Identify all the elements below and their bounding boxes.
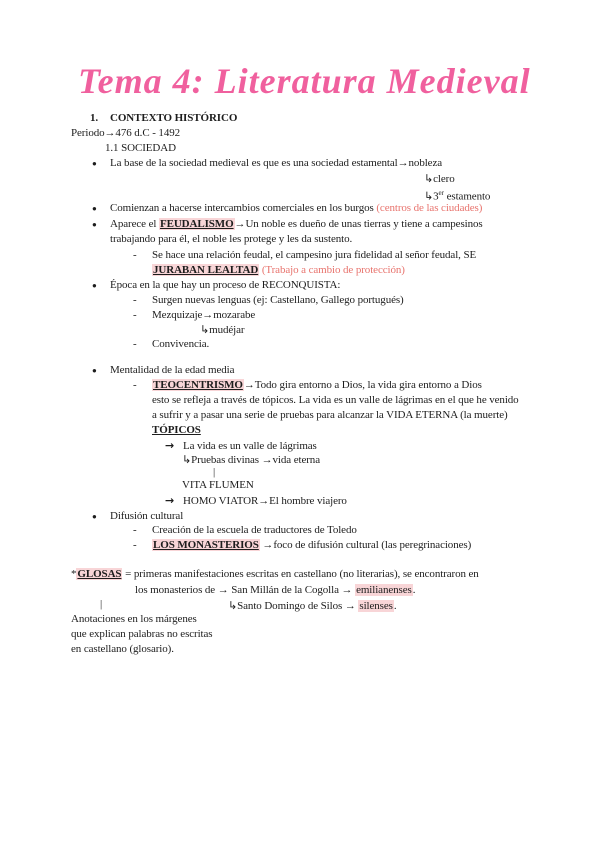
- item-text: = primeras manifestaciones escritas en castellano (no literarias), se encontraron en: [122, 568, 479, 580]
- return-arrow-icon: ↳: [424, 172, 434, 185]
- item-text: Se hace una relación feudal, el campesino jura fidelidad al señor feudal, SE: [152, 249, 477, 261]
- arrow-item-homo-viator: [165, 494, 347, 508]
- keyword-highlight-glosas: GLOSAS: [77, 568, 122, 580]
- bullet-icon: ●: [92, 281, 97, 290]
- annotation-line-3: en castellano (glosario).: [71, 643, 174, 655]
- dash-icon: -: [133, 249, 137, 261]
- return-arrow-icon: ↳: [228, 599, 238, 612]
- branch-mudejar: [200, 323, 244, 337]
- dash-icon: -: [133, 539, 137, 551]
- bullet-icon: ●: [92, 512, 97, 521]
- item-text: Difusión cultural: [110, 510, 184, 522]
- vertical-connector: |: [213, 466, 216, 478]
- return-arrow-icon: ↳: [182, 453, 192, 466]
- item-text: los monasterios de → San Millán de la Cogolla →: [135, 584, 356, 596]
- section-title: CONTEXTO HISTÓRICO: [110, 112, 238, 124]
- period: .: [412, 584, 416, 596]
- arrow-item-valle: [165, 439, 317, 453]
- dash-item-toledo: [133, 524, 357, 537]
- keyword-highlight-teocentrismo: TEOCENTRISMO: [153, 379, 243, 391]
- keyword-highlight-feudalismo: FEUDALISMO: [159, 218, 234, 230]
- dash-item-teocentrismo-l3: a sufrir y a pasar una serie de pruebas para alcanzar la VIDA ETERNA (la muerte): [152, 409, 508, 421]
- dash-item-mezquizaje: [133, 309, 255, 322]
- branch-text-sup: er: [438, 189, 444, 197]
- star-marker: *: [71, 568, 77, 580]
- subsection-heading: 1.1 SOCIEDAD: [105, 142, 176, 154]
- dash-item-convivencia: [133, 338, 209, 351]
- periodo-line: Periodo→476 d.C - 1492: [71, 127, 181, 139]
- branch-clero: [424, 172, 455, 186]
- dash-icon: -: [133, 338, 137, 350]
- bullet-item-feudalismo-cont: trabajando para él, el noble les protege y les da sustento.: [110, 233, 353, 245]
- branch-text: Pruebas divinas →vida eterna: [191, 454, 320, 466]
- vertical-connector: |: [100, 598, 103, 610]
- bullet-item-mentalidad: [92, 364, 234, 377]
- arrow-icon: →: [165, 439, 175, 452]
- dash-icon: -: [133, 309, 137, 321]
- annotation-line-2: que explican palabras no escritas: [71, 628, 213, 640]
- dash-item-monasterios: [133, 539, 471, 552]
- highlight-emilianenses: emilianenses: [356, 584, 412, 596]
- section-heading: [90, 112, 237, 125]
- item-text: Creación de la escuela de traductores de Toledo: [152, 524, 357, 536]
- return-arrow-icon: ↳: [424, 189, 434, 203]
- note-text: (Trabajo a cambio de protección): [259, 264, 405, 276]
- item-text: Aparece el: [110, 218, 159, 230]
- item-text: →Un noble es dueño de unas tierras y tiene a campesinos: [234, 218, 483, 230]
- branch-text-rest: estamento: [443, 190, 491, 203]
- item-text: →Todo gira entorno a Dios, la vida gira entorno a Dios: [243, 379, 482, 391]
- dash-icon: -: [133, 379, 137, 391]
- bullet-icon: ●: [92, 220, 97, 229]
- bullet-icon: ●: [92, 366, 97, 375]
- page-title: Tema 4: Literatura Medieval: [78, 61, 531, 101]
- topicos-heading: TÓPICOS: [152, 424, 201, 436]
- item-text: Santo Domingo de Silos →: [237, 600, 359, 612]
- branch-text: mudéjar: [209, 324, 245, 336]
- branch-pruebas: [182, 453, 320, 467]
- dash-item-teocentrismo: [133, 379, 482, 392]
- dash-item-lenguas: [133, 294, 404, 307]
- dash-item-juraban: [152, 264, 405, 277]
- dash-icon: -: [133, 294, 137, 306]
- dash-item-relacion: [133, 249, 476, 262]
- keyword-highlight-juraban: JURABAN LEALTAD: [153, 264, 259, 276]
- arrow-icon: →: [165, 494, 175, 507]
- item-text: La base de la sociedad medieval es que es una sociedad estamental→nobleza: [110, 157, 443, 169]
- bullet-item-sociedad: [92, 157, 442, 170]
- return-arrow-icon: ↳: [200, 323, 210, 336]
- item-text: →foco de difusión cultural (las peregrinaciones): [259, 539, 472, 551]
- bullet-icon: ●: [92, 159, 97, 168]
- item-text: Época en la que hay un proceso de RECONQUISTA:: [110, 279, 341, 291]
- branch-text: clero: [433, 173, 455, 185]
- item-text: Convivencia.: [152, 338, 210, 350]
- bullet-item-burgos: [92, 202, 482, 215]
- annotation-line-1: Anotaciones en los márgenes: [71, 613, 197, 625]
- item-text: Comienzan a hacerse intercambios comerciales en los burgos: [110, 202, 377, 214]
- item-text: La vida es un valle de lágrimas: [183, 440, 317, 452]
- glosas-line: [71, 568, 479, 581]
- highlight-silenses: silenses: [359, 600, 393, 612]
- glosas-line-2: [135, 584, 415, 597]
- bullet-icon: ●: [92, 204, 97, 213]
- dash-item-teocentrismo-l2: esto se refleja a través de tópicos. La vida es un valle de lágrimas en el que he venido: [152, 394, 519, 406]
- bullet-item-feudalismo: [92, 218, 483, 231]
- vita-flumen-label: VITA FLUMEN: [182, 479, 254, 491]
- item-text: Surgen nuevas lenguas (ej: Castellano, Gallego portugués): [152, 294, 404, 306]
- item-text: HOMO VIATOR→El hombre viajero: [183, 495, 347, 507]
- branch-text-num: 3: [433, 190, 439, 203]
- keyword-highlight-monasterios: LOS MONASTERIOS: [153, 539, 259, 551]
- section-number: 1.: [90, 112, 99, 124]
- bullet-item-difusion: [92, 510, 183, 523]
- period: .: [393, 600, 397, 612]
- item-text: Mezquizaje→mozarabe: [152, 309, 256, 321]
- bullet-item-reconquista: [92, 279, 340, 292]
- note-text: (centros de las ciudades): [376, 202, 483, 214]
- dash-icon: -: [133, 524, 137, 536]
- item-text: Mentalidad de la edad media: [110, 364, 235, 376]
- glosas-line-3: [228, 599, 396, 613]
